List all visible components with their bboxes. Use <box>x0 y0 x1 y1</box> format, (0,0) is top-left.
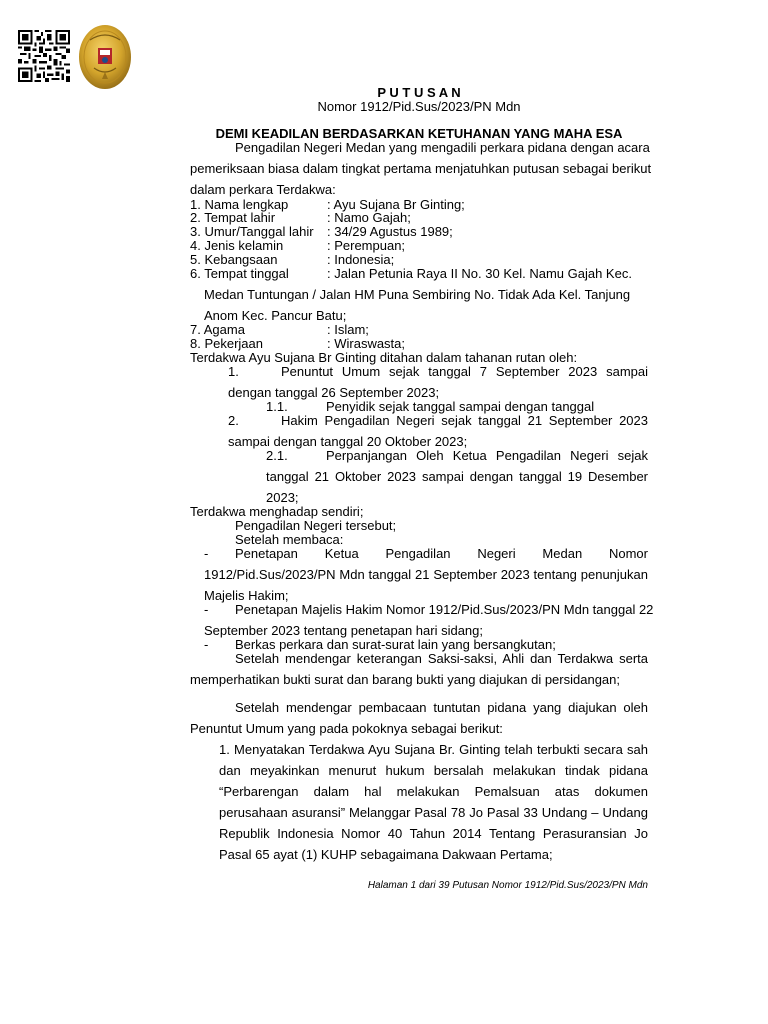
bullet-dash: - <box>204 637 209 652</box>
intro-line-2: pemeriksaan biasa dalam tingkat pertama menjatuhkan putusan sebagai berikut <box>190 161 652 176</box>
detention-item-1: Penuntut Umum sejak tanggal 7 September 2023 sampai <box>281 364 648 379</box>
detention-item-2-1-cont: 2023; <box>266 490 299 505</box>
witness-line-2: memperhatikan bukti surat dan barang bukti yang diajukan di persidangan; <box>190 672 620 687</box>
detention-item-2-cont: sampai dengan tanggal 20 Oktober 2023; <box>228 434 468 449</box>
detention-item-2-1-cont: tanggal 21 Oktober 2023 sampai dengan tanggal 19 Desember <box>266 469 648 484</box>
detention-item-1-cont: dengan tanggal 26 September 2023; <box>228 385 440 400</box>
bullet-dash: - <box>204 602 209 617</box>
identity-row: 3. Umur/Tanggal lahir : 34/29 Agustus 1989; <box>190 224 453 239</box>
detention-item-number: 2.1. <box>266 448 288 463</box>
identity-row: 1. Nama lengkap : Ayu Sujana Br Ginting; <box>190 197 465 212</box>
heading-justice: DEMI KEADILAN BERDASARKAN KETUHANAN YANG MAHA ESA <box>215 126 623 141</box>
detention-intro: Terdakwa Ayu Sujana Br Ginting ditahan dalam tahanan rutan oleh: <box>190 350 578 365</box>
bullet-2-cont: September 2023 tentang penetapan hari sidang; <box>204 623 483 638</box>
detention-item-number: 1. <box>228 364 239 379</box>
witness-line-1: Setelah mendengar keterangan Saksi-saksi, Ahli dan Terdakwa serta <box>235 651 648 666</box>
page-footer: Halaman 1 dari 39 Putusan Nomor 1912/Pid.Sus/2023/PN Mdn <box>367 880 648 891</box>
detention-item-number: 1.1. <box>266 399 288 414</box>
demand-line: perusahaan asuransi” Melanggar Pasal 78 Jo Pasal 33 Undang – Undang <box>219 805 648 820</box>
identity-row: 7. Agama : Islam; <box>190 322 369 337</box>
case-number: Nomor 1912/Pid.Sus/2023/PN Mdn <box>317 99 521 114</box>
identity-row: 5. Kebangsaan : Indonesia; <box>190 252 395 267</box>
bullet-1: Penetapan Ketua Pengadilan Negeri Medan Nomor <box>235 546 648 561</box>
bullet-2: Penetapan Majelis Hakim Nomor 1912/Pid.Sus/2023/PN Mdn tanggal 22 <box>235 602 654 617</box>
intro-line-1: Pengadilan Negeri Medan yang mengadili perkara pidana dengan acara <box>235 140 650 155</box>
detention-item-number: 2. <box>228 413 239 428</box>
demand-line: Pasal 65 ayat (1) KUHP sebagaimana Dakwaan Pertama; <box>219 847 553 862</box>
detention-item-2-1: Perpanjangan Oleh Ketua Pengadilan Negeri sejak <box>326 448 648 463</box>
demand-line: Republik Indonesia Nomor 40 Tahun 2014 Tentang Perasuransian Jo <box>219 826 648 841</box>
claim-line-2: Penuntut Umum yang pada pokoknya sebagai berikut: <box>190 721 503 736</box>
address-continuation-1: Medan Tuntungan / Jalan HM Puna Sembiring No. Tidak Ada Kel. Tanjung <box>204 287 631 302</box>
identity-row: 8. Pekerjaan : Wiraswasta; <box>190 336 406 351</box>
detention-item-2: Hakim Pengadilan Negeri sejak tanggal 21 September 2023 <box>281 413 648 428</box>
address-continuation-2: Anom Kec. Pancur Batu; <box>204 308 347 323</box>
document-title: P U T U S A N <box>377 85 461 100</box>
defendant-present: Terdakwa menghadap sendiri; <box>190 504 364 519</box>
intro-line-3: dalam perkara Terdakwa: <box>190 182 336 197</box>
bullet-3: Berkas perkara dan surat-surat lain yang bersangkutan; <box>235 637 556 652</box>
identity-row: 4. Jenis kelamin : Perempuan; <box>190 238 406 253</box>
demand-line: 1. Menyatakan Terdakwa Ayu Sujana Br. Ginting telah terbukti secara sah <box>219 742 648 757</box>
after-reading: Setelah membaca: <box>235 532 344 547</box>
demand-line: “Perbarengan dalam hal melakukan Pemalsuan atas dokumen <box>219 784 648 799</box>
identity-row: 2. Tempat lahir : Namo Gajah; <box>190 210 411 225</box>
bullet-1-cont: 1912/Pid.Sus/2023/PN Mdn tanggal 21 September 2023 tentang penunjukan <box>204 567 648 582</box>
qr-code-icon <box>16 30 72 82</box>
bullet-dash: - <box>204 546 209 561</box>
demand-line: dan meyakinkan menurut hukum bersalah melakukan tindak pidana <box>219 763 648 778</box>
court-emblem-icon <box>78 24 132 90</box>
claim-line-1: Setelah mendengar pembacaan tuntutan pidana yang diajukan oleh <box>235 700 648 715</box>
identity-row: 6. Tempat tinggal : Jalan Petunia Raya II No. 30 Kel. Namu Gajah Kec. <box>190 266 632 281</box>
detention-item-1-1: Penyidik sejak tanggal sampai dengan tanggal <box>326 399 595 414</box>
bullet-1-cont: Majelis Hakim; <box>204 588 289 603</box>
court-statement: Pengadilan Negeri tersebut; <box>235 518 397 533</box>
